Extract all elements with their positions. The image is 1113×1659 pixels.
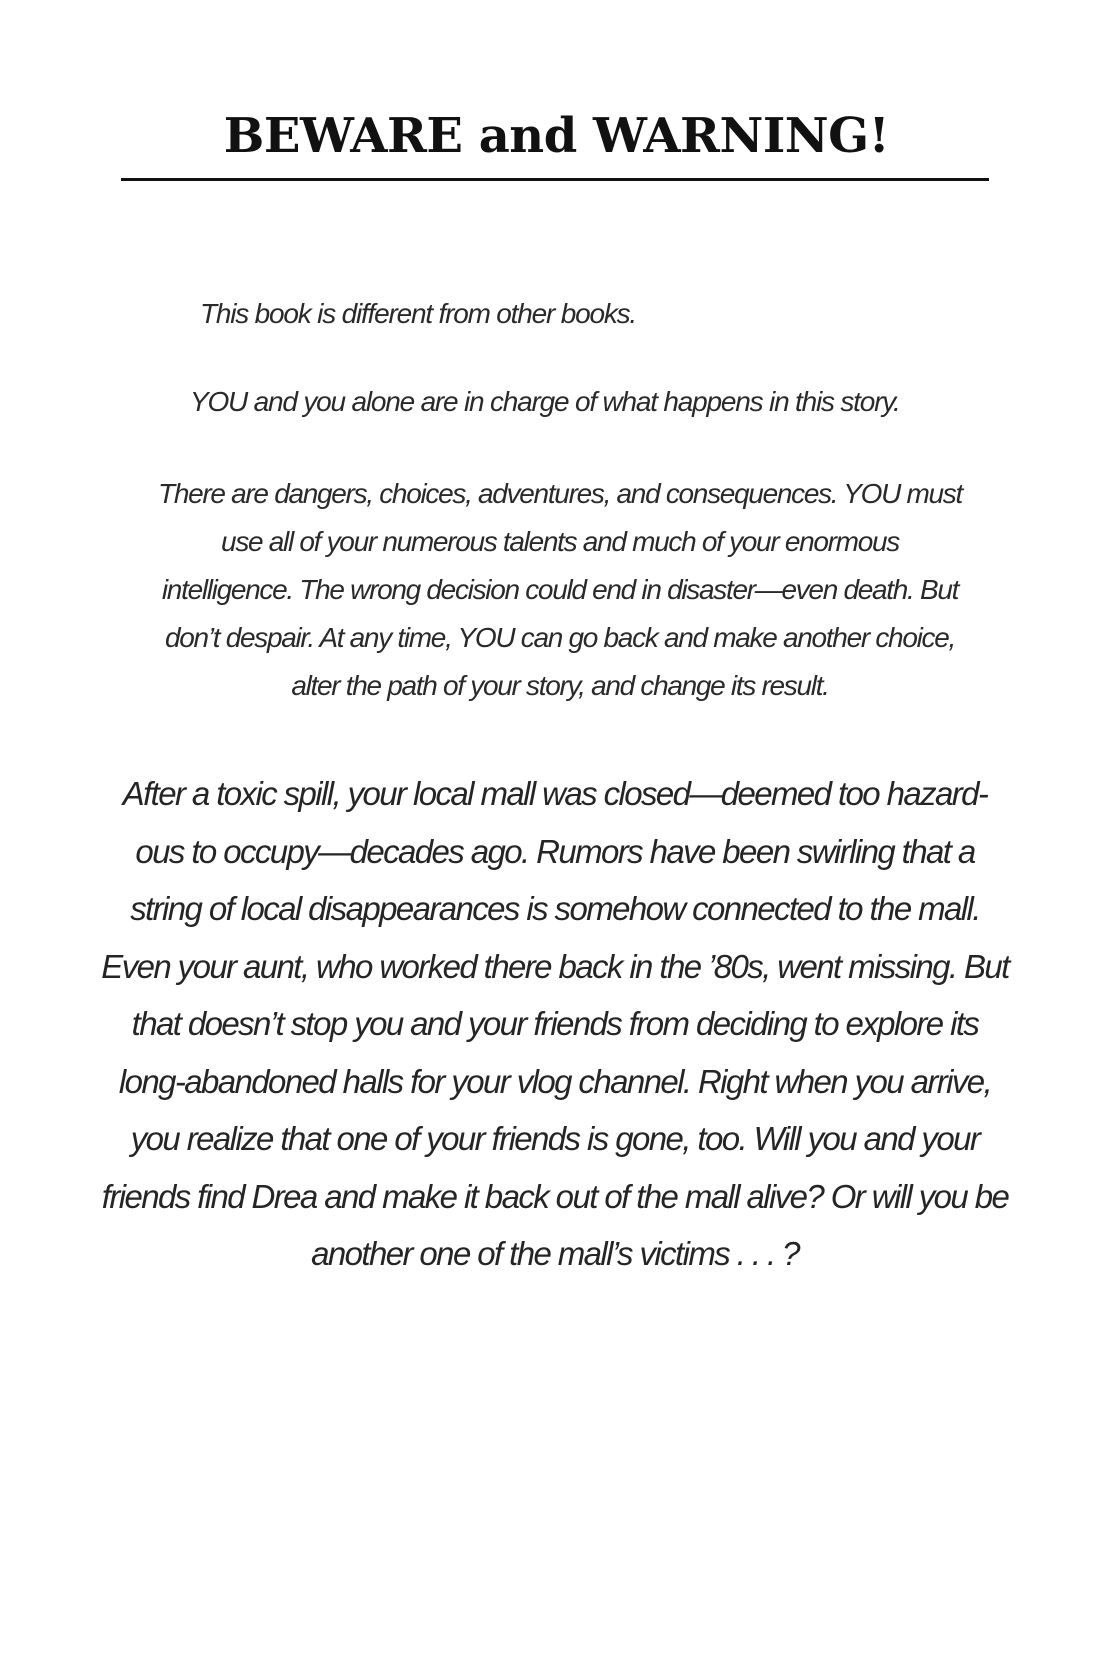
- intro-line-1: This book is different from other books.: [200, 298, 636, 329]
- synopsis-paragraph: After a toxic spill, your local mall was closed—deemed too hazard- ous to occupy—decades ago. Rumors have been swirling that a string of local disappearances is somehow connected to the mall. Even your aunt, who worked there back in the ’80s, went missing. But that doesn’t stop you and your friends from deciding to explore its long-abandoned halls for your vlog channel. Right when you arrive, you realize that one of your friends is gone, too. Will you and your friends find Drea and make it back out of the mall alive? Or will you be another one of the mall’s victims . . . ?: [101, 775, 1009, 1272]
- intro-paragraph-3: There are dangers, choices, adventures, and consequences. YOU must use all of your numerous talents and much of your enormous intelligence. The wrong decision could end in disaster—even death. But don’t despair. At any time, YOU can go back and make another choice, alter the path of your story, and change its result.: [158, 478, 962, 701]
- title-underline: [121, 178, 989, 181]
- page-title: BEWARE and WARNING!: [223, 108, 890, 164]
- intro-line-2: YOU and you alone are in charge of what happens in this story.: [190, 386, 900, 417]
